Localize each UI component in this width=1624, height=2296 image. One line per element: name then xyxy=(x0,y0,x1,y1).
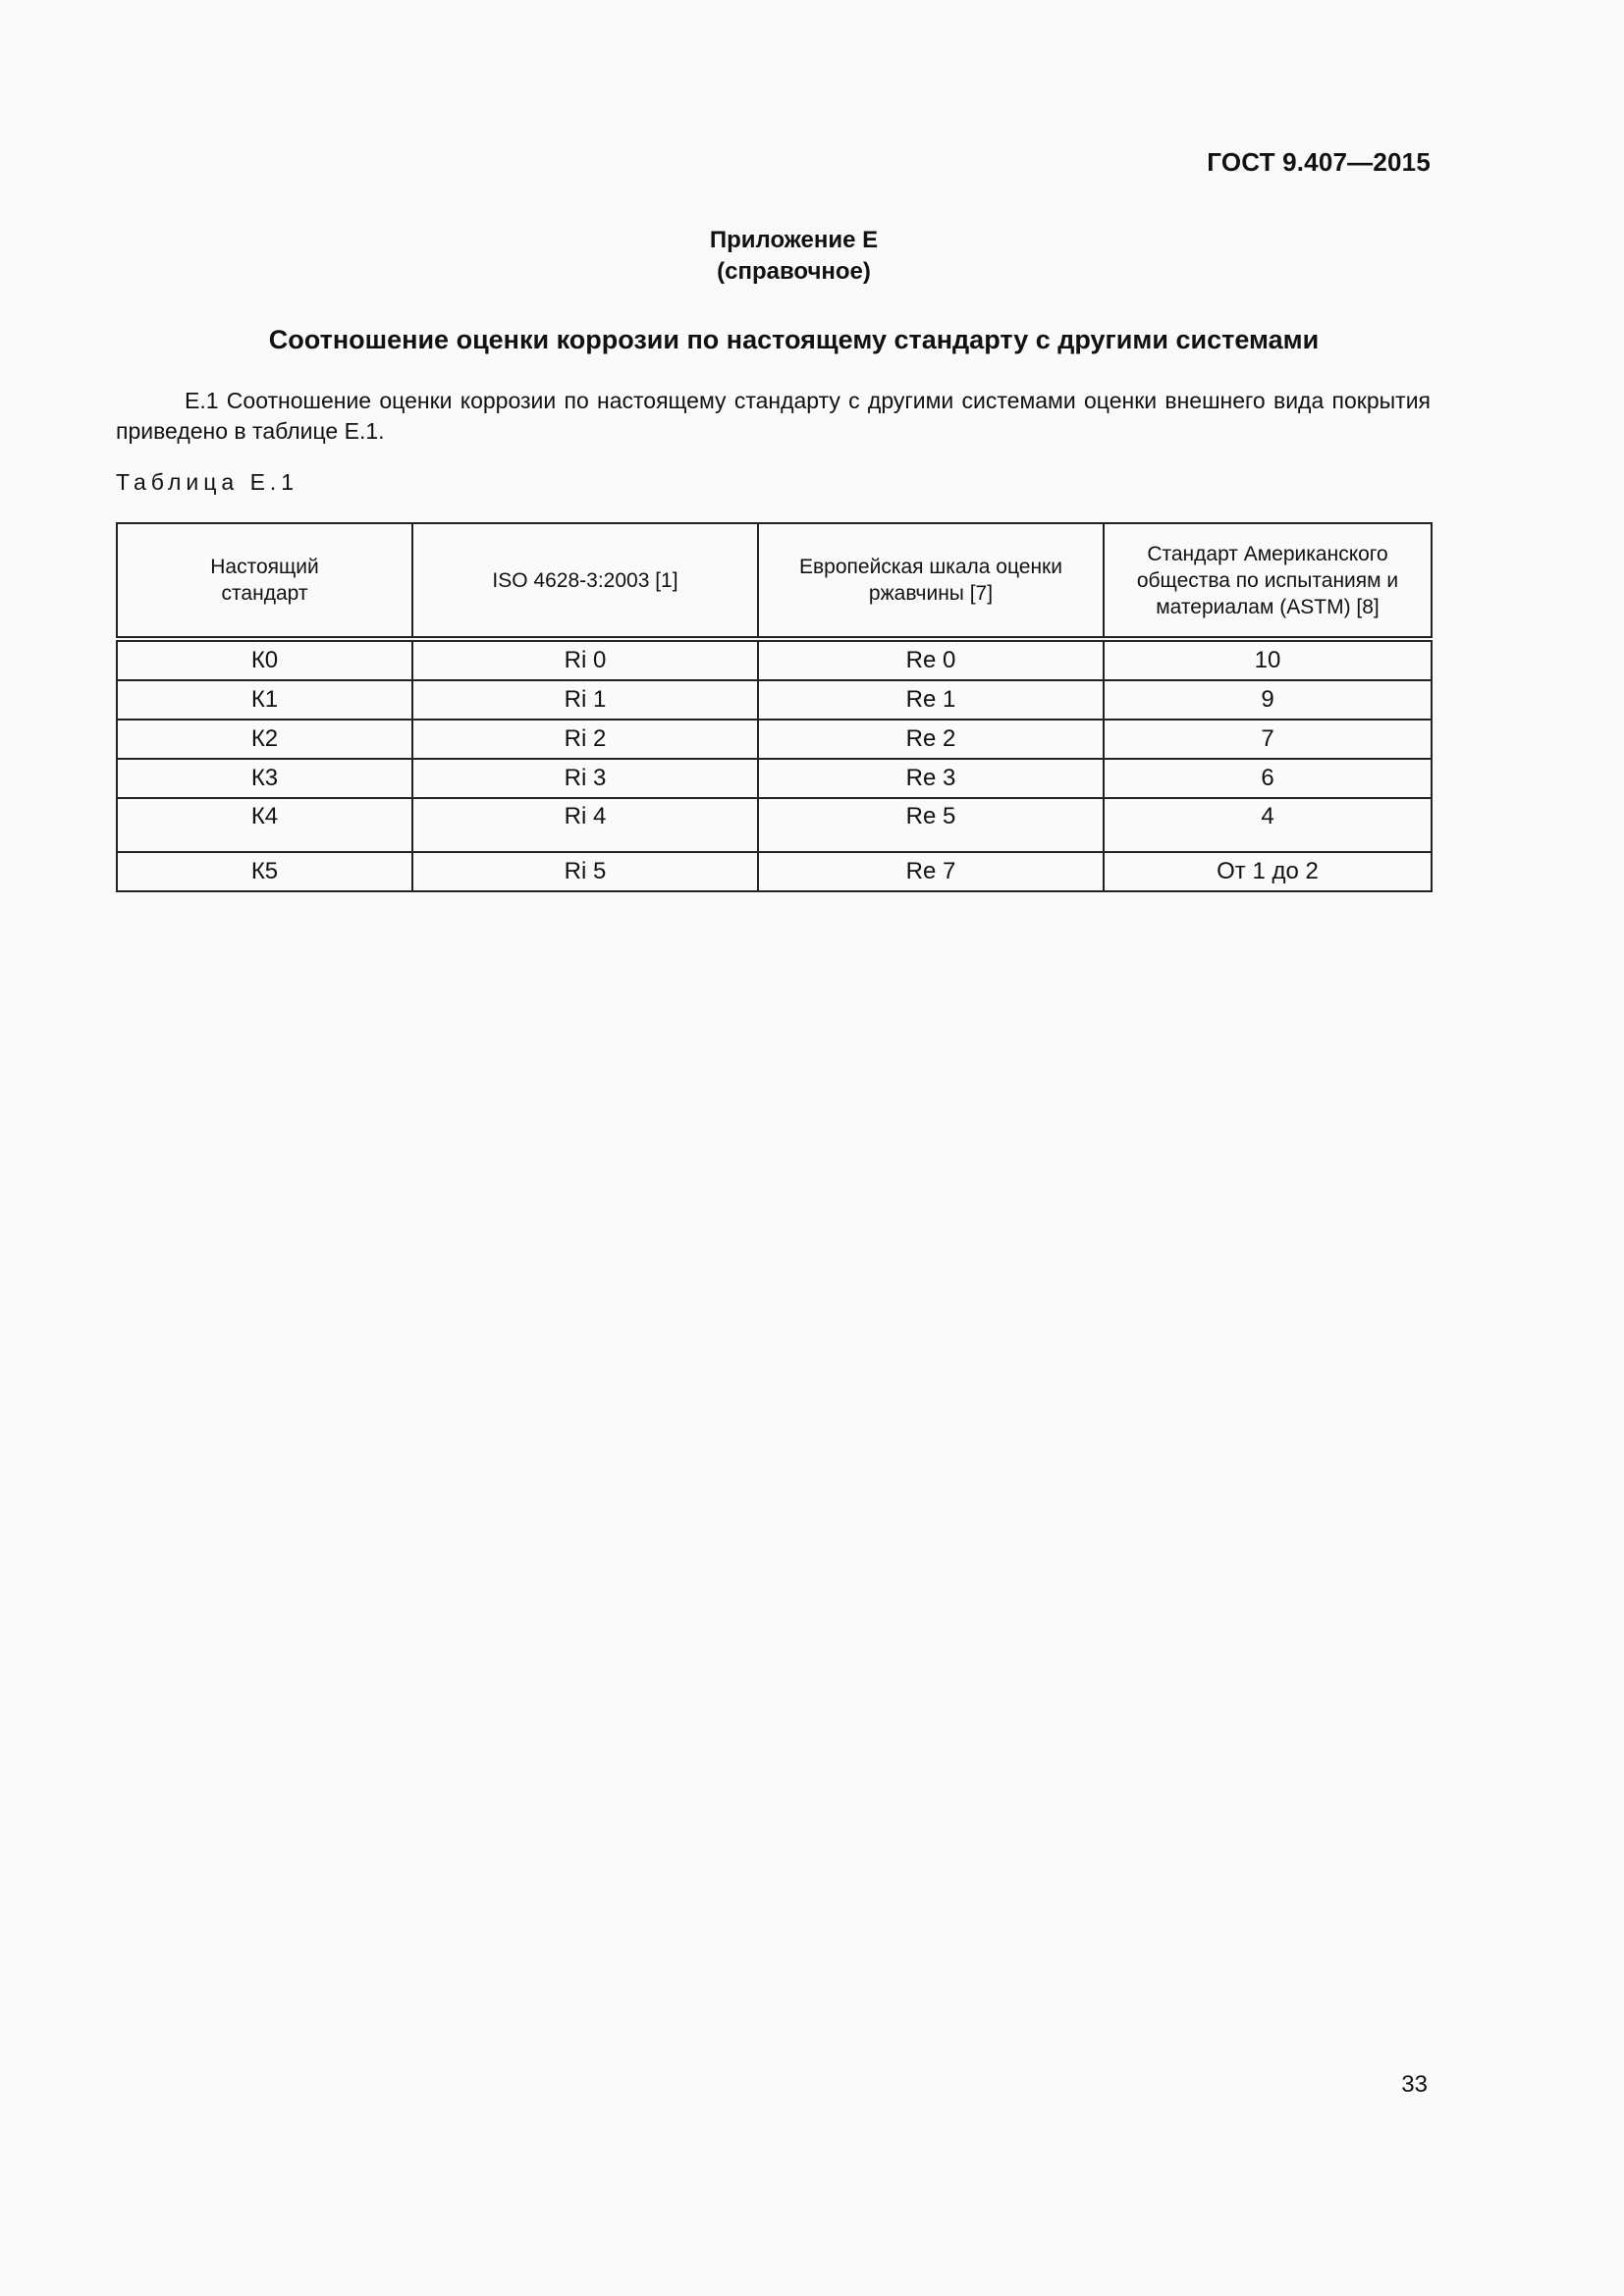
table-row xyxy=(117,798,1432,852)
table-cell: К2 xyxy=(117,720,412,759)
header-cell-standard: Настоящий стандарт xyxy=(117,523,412,639)
table-cell: 7 xyxy=(1104,720,1432,759)
table-cell: Re 5 xyxy=(758,798,1104,852)
table-cell: К3 xyxy=(117,759,412,798)
table-caption: Таблица Е.1 xyxy=(116,469,299,495)
table-cell: К0 xyxy=(117,639,412,680)
appendix-title: Приложение Е xyxy=(709,227,879,253)
body-paragraph: Е.1 Соотношение оценки коррозии по настоящему стандарту с другими системами оценки внешнего вида покрытия приведено в таблице Е.1. xyxy=(116,388,1431,444)
table-cell: Re 0 xyxy=(758,639,1104,680)
table-cell: От 1 до 2 xyxy=(1104,852,1432,891)
table-cell: Re 2 xyxy=(758,720,1104,759)
header-cell-iso: ISO 4628-3:2003 [1] xyxy=(412,523,758,639)
table-cell: Ri 4 xyxy=(412,798,758,852)
table-cell: 10 xyxy=(1104,639,1432,680)
table-row xyxy=(117,759,1432,798)
header-cell-astm: Стандарт Американского общества по испытаниям и материалам (ASTM) [8] xyxy=(1104,523,1432,639)
document-code: ГОСТ 9.407—2015 xyxy=(1207,147,1431,177)
table-cell: 6 xyxy=(1104,759,1432,798)
table-cell: Ri 3 xyxy=(412,759,758,798)
table-cell: Ri 5 xyxy=(412,852,758,891)
table-cell: Re 7 xyxy=(758,852,1104,891)
table-row xyxy=(117,720,1432,759)
table-header-row xyxy=(117,523,1432,639)
table-cell: 9 xyxy=(1104,680,1432,720)
table-row xyxy=(117,639,1432,680)
page-number: 33 xyxy=(1401,2071,1428,2098)
header-cell-european-scale: Европейская шкала оценки ржавчины [7] xyxy=(758,523,1104,639)
section-title: Соотношение оценки коррозии по настоящему стандарту с другими системами xyxy=(268,325,1320,354)
table-cell: Ri 1 xyxy=(412,680,758,720)
table-cell: К5 xyxy=(117,852,412,891)
table-cell: Ri 2 xyxy=(412,720,758,759)
table-cell: Ri 0 xyxy=(412,639,758,680)
table-container xyxy=(116,522,1431,892)
table-cell: К4 xyxy=(117,798,412,852)
appendix-heading xyxy=(0,225,1588,288)
table-row xyxy=(117,852,1432,891)
appendix-type: (справочное) xyxy=(717,258,871,285)
table-row xyxy=(117,680,1432,720)
table-cell: Re 1 xyxy=(758,680,1104,720)
table-cell: Re 3 xyxy=(758,759,1104,798)
comparison-table xyxy=(116,522,1433,892)
table-cell: 4 xyxy=(1104,798,1432,852)
table-cell: К1 xyxy=(117,680,412,720)
